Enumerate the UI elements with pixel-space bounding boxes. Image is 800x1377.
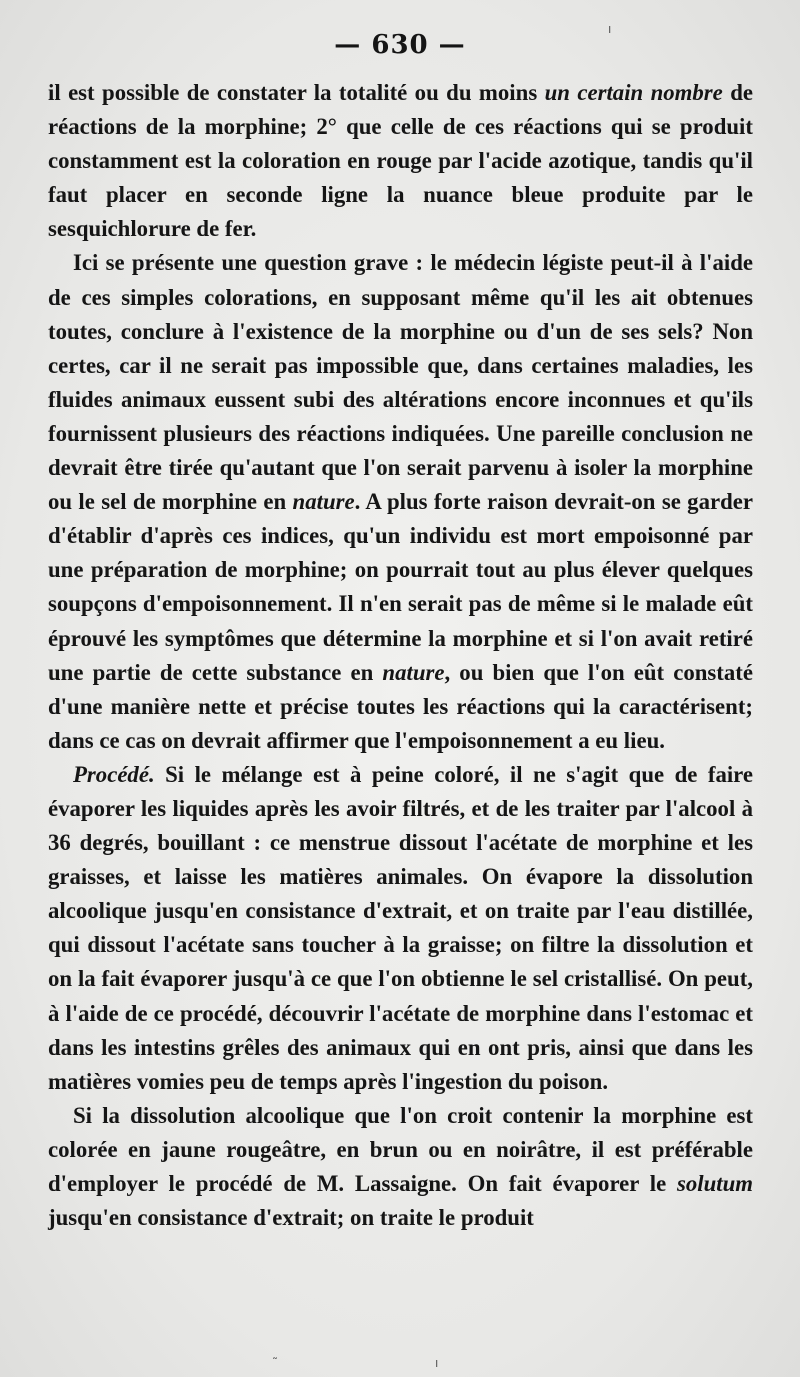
text-run: . A plus forte raison devrait-on se garder d'établir d'après ces indices, qu'un individu est mort empoisonné par une préparation de morphine; on pourrait tout au plus élever quelques soupçons d'empoisonnement. Il n'en serait pas de même si le malade eût éprouvé les symptômes que détermine la morphine et si l'on avait retiré une partie de cette substance en	[48, 489, 753, 685]
italic-term: nature	[292, 489, 355, 515]
text-run: il est possible de constater la totalité ou du moins	[48, 80, 545, 105]
page-number: — 630 —	[334, 30, 466, 60]
italic-term: Procédé.	[73, 761, 155, 787]
text-run: jusqu'en consistance d'extrait; on traite le produit	[48, 1205, 534, 1231]
margin-speck: ı	[608, 22, 612, 36]
paragraph-3-procede	[48, 758, 753, 1099]
text-run: de réactions de la morphine; 2° que celle de ces réactions qui se produit constamment est la coloration en rouge par l'acide azotique, tandis qu'il faut placer en seconde ligne la nuance bleue produite par le sesquichlorure de fer.	[48, 80, 754, 242]
italic-term: nature	[382, 659, 445, 685]
text-run: Si la dissolution alcoolique que l'on croit contenir la morphine est colorée en jaune rougeâtre, en brun ou en noirâtre, il est préférable d'employer le procédé de M. Lassaigne. On fait évaporer le	[48, 1102, 753, 1196]
italic-term: un certain nombre	[544, 80, 723, 105]
text-run: Ici se présente une question grave : le médecin légiste peut-il à l'aide de ces simples colorations, en supposant même qu'il les ait obtenues toutes, conclure à l'existence de la morphine ou d'un de ses sels? Non certes, car il ne serait pas impossible que, dans certaines maladies, les fluides animaux eussent subi des altérations encore inconnues et qu'ils fournissent plusieurs des réactions indiquées. Une pareille conclusion ne devrait être tirée qu'autant que l'on serait parvenu à isoler la morphine ou le sel de morphine en	[48, 250, 753, 515]
paragraph-4	[48, 1099, 753, 1235]
italic-term: solutum	[676, 1171, 753, 1196]
body-text	[48, 76, 753, 1235]
text-run: Si le mélange est à peine coloré, il ne s'agit que de faire évaporer les liquides après les avoir filtrés, et de les traiter par l'alcool à 36 degrés, bouillant : ce menstrue dissout l'acétate de morphine et les graisses, et laisse les matières animales. On évapore la dissolution alcoolique jusqu'en consistance d'extrait, et on traite par l'eau distillée, qui dissout l'acétate sans toucher à la graisse; on filtre la dissolution et on la fait évaporer jusqu'à ce que l'on obtienne le sel cristallisé. On peut, à l'aide de ce procédé, découvrir l'acétate de morphine dans l'estomac et dans les intestins grêles des animaux qui en ont pris, ainsi que dans les matières vomies peu de temps après l'ingestion du poison.	[48, 761, 753, 1094]
text-run: , ou bien que l'on eût constaté d'une manière nette et précise toutes les réactions qui la caractérisent; dans ce cas on devrait affirmer que l'empoisonnement a eu lieu.	[48, 659, 753, 753]
paragraph-1	[48, 76, 753, 246]
paragraph-2	[48, 246, 753, 757]
bottom-speck: ˜	[272, 1356, 278, 1370]
bottom-speck: ı	[435, 1356, 439, 1370]
